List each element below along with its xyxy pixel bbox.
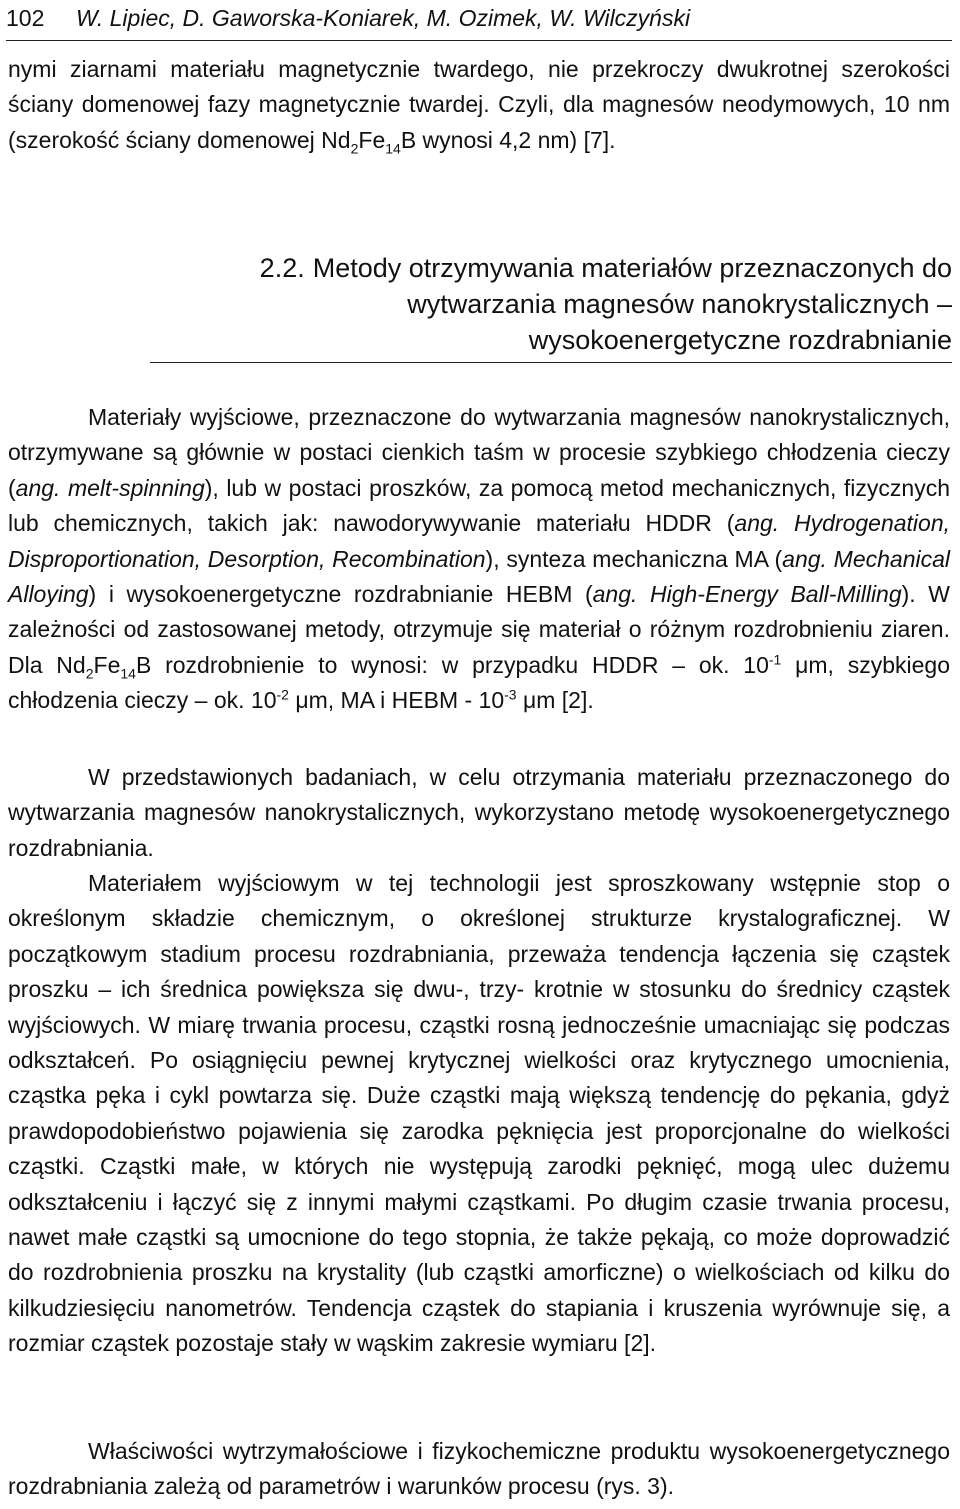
text-run: ) i wysokoenergetyczne rozdrabnianie HEBM (	[88, 581, 593, 608]
foreign-term: ang. Mechanical Alloying	[8, 545, 950, 608]
subscript: 2	[350, 140, 359, 157]
section-title: Metody otrzymywania materiałów przeznaczonych do wytwarzania magnesów nanokrystalicznych – wysokoenergetyczne rozdrabnianie	[312, 253, 952, 355]
subscript: 2	[85, 665, 94, 682]
running-header	[6, 0, 952, 41]
text-run: B wynosi 4,2 nm) [7].	[400, 126, 616, 153]
superscript: -3	[504, 686, 517, 703]
text-run: μm, MA i HEBM - 10	[288, 687, 505, 714]
text-run: μm, szybkiego chłodzenia cieczy – ok. 10	[8, 651, 951, 714]
superscript: -2	[276, 686, 289, 703]
text-run: μm [2].	[516, 687, 594, 714]
text-run: Fe	[358, 126, 386, 153]
subscript: 14	[385, 140, 401, 157]
text-run: nymi ziarnami materiału magnetycznie twardego, nie przekroczy dwukrotnej szerokości ściany domenowej fazy magnetycznie twardej. Czyli, dla magnesów neodymowych, 10 nm (szerokość ściany domenowej Nd	[8, 56, 950, 153]
page-number: 102	[6, 5, 45, 31]
text-run: B rozdrobnienie to wynosi: w przypadku HDDR – ok. 10	[135, 651, 769, 678]
foreign-term: ang. Hydrogenation, Disproportionation, Desorption, Recombination	[8, 510, 951, 572]
foreign-term: ang. melt-spinning	[15, 474, 205, 501]
paragraph-1	[8, 400, 950, 719]
paragraph-intro	[8, 52, 950, 158]
section-heading	[150, 250, 952, 363]
paragraph-4: Właściwości wytrzymałościowe i fizykochemiczne produktu wysokoenergetycznego rozdrabniania zależą od parametrów i warunków procesu (rys. 3).	[8, 1438, 950, 1500]
text-run: Materiały wyjściowe, przeznaczone do wytwarzania magnesów nanokrystalicznych, otrzymywane są głównie w postaci cienkich taśm w procesie szybkiego chłodzenia cieczy (	[8, 404, 950, 501]
superscript: -1	[768, 651, 782, 668]
section-number: 2.2.	[259, 253, 305, 283]
text-run: ), synteza mechaniczna MA (	[485, 545, 783, 572]
running-header-authors: W. Lipiec, D. Gaworska-Koniarek, M. Ozimek, W. Wilczyński	[76, 5, 691, 31]
text-run: ), lub w postaci proszków, za pomocą metod mechanicznych, fizycznych lub chemicznych, takich jak: nawodorywywanie materiału HDDR (	[8, 474, 950, 537]
foreign-term: ang. High-Energy Ball-Milling	[592, 581, 902, 608]
text-run: ). W zależności od zastosowanej metody, otrzymuje się materiał o różnym rozdrobnieniu ziaren. Dla Nd	[8, 581, 951, 678]
text-run: Fe	[93, 651, 121, 678]
paragraph-3: Materiałem wyjściowym w tej technologii jest sproszkowany wstępnie stop o określonym składzie chemicznym, o określonej strukturze krystalograficznej. W początkowym stadium procesu rozdrabniania, przeważa tendencja łączenia się cząstek proszku – ich średnica powiększa się dwu-, trzy- krotnie w stosunku do średnicy cząstek wyjściowych. W miarę trwania procesu, cząstki rosną jednocześnie umacniając się podczas odkształceń. Po osiągnięciu pewnej krytycznej wielkości oraz krytycznego umocnienia, cząstka pęka i cykl powtarza się. Duże cząstki mają większą tendencję do pękania, gdyż prawdopodobieństwo pojawienia się zarodka pęknięcia jest proporcjonalne do wielkości cząstki. Cząstki małe, w których nie występują zarodki pęknięć, mogą ulec dużemu odkształceniu i łączyć się z innymi małymi cząstkami. Po długim czasie trwania procesu, nawet małe cząstki są umocnione do tego stopnia, że także pękają, co może doprowadzić do rozdrobnienia proszku na krystality (lub cząstki amorficzne) o wielkościach od kilku do kilkudziesięciu nanometrów. Tendencja cząstek do stapiania i kruszenia wyrównuje się, a rozmiar cząstek pozostaje stały w wąskim zakresie wymiaru [2].	[8, 870, 950, 1357]
paragraph-2: W przedstawionych badaniach, w celu otrzymania materiału przeznaczonego do wytwarzania magnesów nanokrystalicznych, wykorzystano metodę wysokoenergetycznego rozdrabniania.	[8, 764, 950, 861]
subscript: 14	[120, 665, 136, 682]
